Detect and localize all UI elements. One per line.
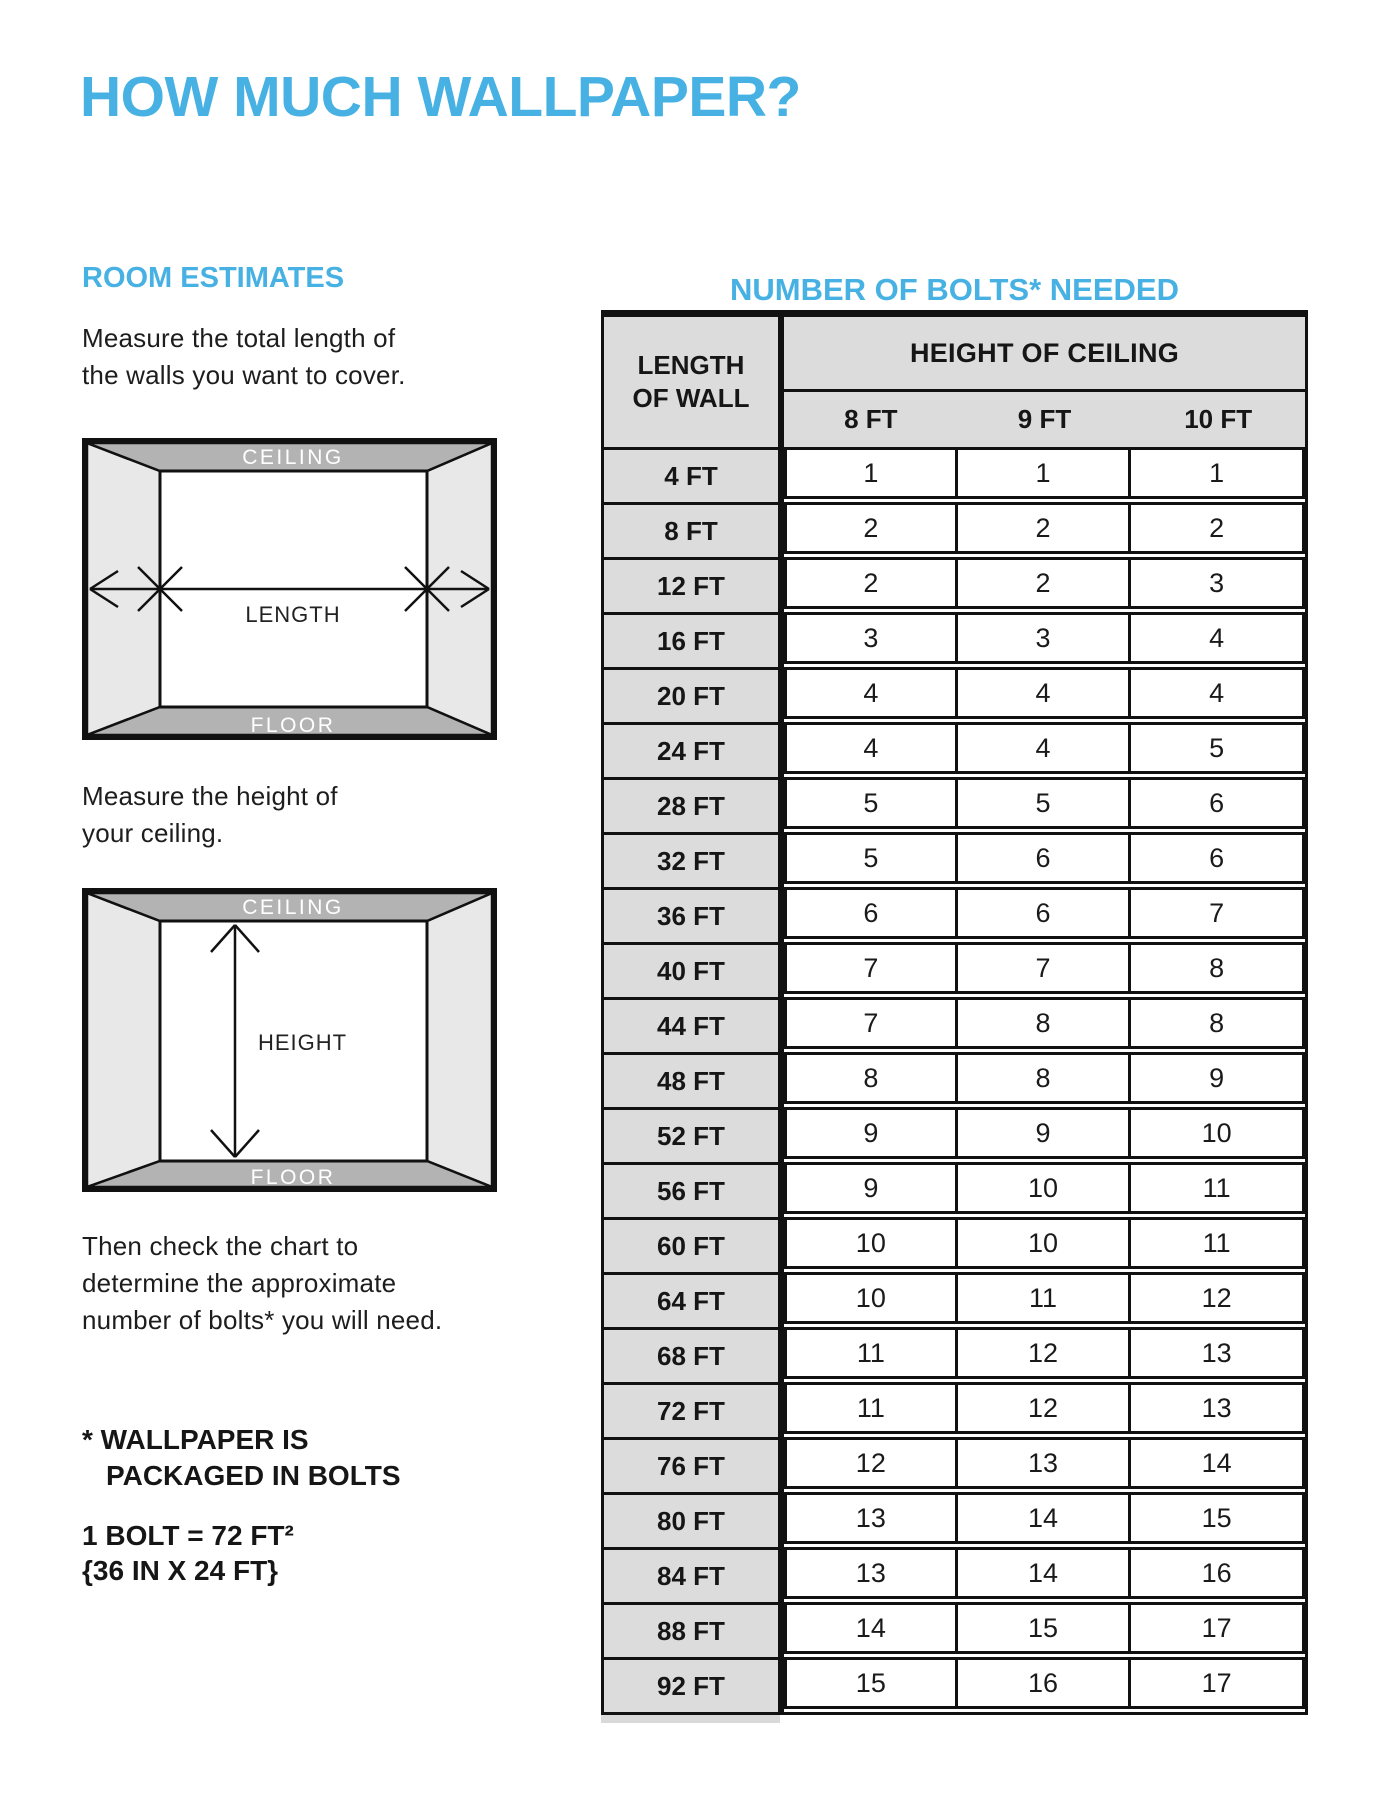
row-values [784,1547,1305,1602]
row-values [784,832,1305,887]
bolt-count-cell: 5 [1131,722,1305,774]
note-line: * WALLPAPER IS [82,1424,309,1455]
instruction-measure-length [82,320,406,394]
wall-length-label: 76 FT [604,1437,784,1492]
bolt-count-cell: 1 [1131,447,1305,499]
instruction-line: your ceiling. [82,818,224,848]
wallpaper-bolts-note [82,1422,401,1494]
row-values [784,447,1305,502]
bolt-count-cell: 7 [1131,887,1305,939]
row-values [784,722,1305,777]
row-values [784,942,1305,997]
bolt-count-cell: 1 [958,447,1132,499]
bolt-count-cell: 13 [784,1547,958,1599]
instruction-measure-height [82,778,338,852]
wall-length-label: 88 FT [604,1602,784,1657]
corner-header-line: OF WALL [632,383,750,413]
table-row [604,1492,1305,1547]
row-values [784,667,1305,722]
wall-length-label: 64 FT [604,1272,784,1327]
bolt-count-cell: 4 [784,667,958,719]
col-header-10ft: 10 FT [1184,404,1253,434]
room-estimates-heading: ROOM ESTIMATES [82,262,345,294]
table-row [604,1437,1305,1492]
bolt-count-cell: 2 [1131,502,1305,554]
wall-length-label: 56 FT [604,1162,784,1217]
bolt-count-cell: 3 [958,612,1132,664]
bolt-count-cell: 13 [1131,1382,1305,1434]
bolt-count-cell: 12 [958,1327,1132,1379]
table-row [604,502,1305,557]
bolt-count-cell: 6 [958,832,1132,884]
row-values [784,1217,1305,1272]
bolt-count-cell: 14 [958,1492,1132,1544]
table-row [604,612,1305,667]
bolt-count-cell: 7 [784,942,958,994]
row-values [784,1052,1305,1107]
wall-length-label: 4 FT [604,447,784,502]
wall-length-label: 84 FT [604,1547,784,1602]
row-values [784,887,1305,942]
instruction-line: determine the approximate [82,1268,397,1298]
table-row [604,1107,1305,1162]
bolt-count-cell: 4 [958,667,1132,719]
row-values [784,1437,1305,1492]
instruction-check-chart [82,1228,442,1339]
ceiling-subheader-row [784,392,1305,447]
table-row [604,667,1305,722]
corner-header-length-of-wall [604,317,784,447]
bolt-count-cell: 8 [784,1052,958,1104]
bolt-count-cell: 8 [1131,942,1305,994]
bolt-count-cell: 14 [958,1547,1132,1599]
bolt-count-cell: 10 [958,1217,1132,1269]
row-values [784,557,1305,612]
instruction-line: Measure the height of [82,781,338,811]
bolt-count-cell: 16 [1131,1547,1305,1599]
left-wall [87,893,160,1187]
wall-length-label: 80 FT [604,1492,784,1547]
bolt-count-cell: 7 [958,942,1132,994]
wall-length-label: 60 FT [604,1217,784,1272]
table-row [604,1052,1305,1107]
bolt-count-cell: 15 [1131,1492,1305,1544]
bolt-count-cell: 10 [784,1217,958,1269]
bolt-count-cell: 12 [1131,1272,1305,1324]
length-label: LENGTH [245,602,341,627]
table-row [604,1217,1305,1272]
table-row [604,1327,1305,1382]
wall-length-label: 92 FT [604,1657,784,1712]
table-row [604,997,1305,1052]
instruction-line: Measure the total length of [82,323,396,353]
bolt-count-cell: 14 [784,1602,958,1654]
instruction-line: the walls you want to cover. [82,360,406,390]
bolt-count-cell: 9 [784,1162,958,1214]
bolt-count-cell: 10 [784,1272,958,1324]
bolts-needed-heading: NUMBER OF BOLTS* NEEDED [730,272,1179,307]
bolt-count-cell: 13 [784,1492,958,1544]
table-row [604,557,1305,612]
table-row [604,1547,1305,1602]
page-title: HOW MUCH WALLPAPER? [80,65,801,129]
wall-length-label: 8 FT [604,502,784,557]
wall-length-label: 36 FT [604,887,784,942]
table-row [604,722,1305,777]
bolt-count-cell: 2 [958,557,1132,609]
wall-length-label: 12 FT [604,557,784,612]
wall-length-label: 44 FT [604,997,784,1052]
bolt-count-cell: 13 [958,1437,1132,1489]
wall-length-label: 52 FT [604,1107,784,1162]
row-values [784,777,1305,832]
wall-length-label: 20 FT [604,667,784,722]
wall-length-label: 24 FT [604,722,784,777]
bolt-count-cell: 6 [1131,777,1305,829]
bolt-count-cell: 9 [1131,1052,1305,1104]
bolt-count-cell: 13 [1131,1327,1305,1379]
table-footer-gray-strip [601,1715,780,1723]
bolt-count-cell: 2 [784,502,958,554]
table-row [604,832,1305,887]
bolt-count-cell: 10 [958,1162,1132,1214]
row-values [784,502,1305,557]
bolt-count-cell: 1 [784,447,958,499]
bolt-count-cell: 5 [784,832,958,884]
row-values [784,1492,1305,1547]
bolt-count-cell: 6 [1131,832,1305,884]
bolt-count-cell: 10 [1131,1107,1305,1159]
table-row [604,1382,1305,1437]
bolt-count-cell: 11 [958,1272,1132,1324]
bolt-count-cell: 17 [1131,1657,1305,1709]
bolt-count-cell: 5 [784,777,958,829]
bolt-count-cell: 5 [958,777,1132,829]
bolt-count-cell: 7 [784,997,958,1049]
bolt-count-cell: 11 [784,1327,958,1379]
row-values [784,1382,1305,1437]
table-row [604,447,1305,502]
bolt-count-cell: 6 [958,887,1132,939]
row-values [784,1107,1305,1162]
height-of-ceiling-header: HEIGHT OF CEILING [784,317,1305,392]
bolt-count-cell: 9 [784,1107,958,1159]
height-label: HEIGHT [258,1030,348,1055]
right-wall [427,893,492,1187]
bolt-count-cell: 4 [784,722,958,774]
table-row [604,1162,1305,1217]
row-values [784,1272,1305,1327]
bolt-count-cell: 15 [784,1657,958,1709]
bolts-table [601,310,1308,1715]
instruction-line: Then check the chart to [82,1231,359,1261]
table-row [604,777,1305,832]
bolt-count-cell: 2 [784,557,958,609]
row-values [784,612,1305,667]
bolt-equivalence: 1 BOLT = 72 FT² [82,1520,294,1551]
bolt-count-cell: 17 [1131,1602,1305,1654]
bolt-count-cell: 3 [1131,557,1305,609]
col-header-9ft: 9 FT [1017,404,1072,434]
room-height-diagram [82,888,497,1192]
bolt-count-cell: 16 [958,1657,1132,1709]
bolt-count-cell: 4 [958,722,1132,774]
row-values [784,1657,1305,1712]
table-row [604,1272,1305,1327]
bolt-count-cell: 4 [1131,667,1305,719]
floor-label: FLOOR [250,714,336,737]
row-values [784,1602,1305,1657]
ceiling-header-group [784,317,1305,447]
table-row [604,1602,1305,1657]
table-row [604,887,1305,942]
bolt-count-cell: 9 [958,1107,1132,1159]
wall-length-label: 40 FT [604,942,784,997]
wall-length-label: 16 FT [604,612,784,667]
wall-length-label: 28 FT [604,777,784,832]
row-values [784,1162,1305,1217]
wall-length-label: 68 FT [604,1327,784,1382]
bolt-count-cell: 4 [1131,612,1305,664]
bolt-dimensions: {36 IN X 24 FT} [82,1555,279,1586]
bolt-count-cell: 2 [958,502,1132,554]
bolt-count-cell: 11 [784,1382,958,1434]
ceiling-label: CEILING [242,446,344,469]
bolt-count-cell: 12 [784,1437,958,1489]
row-values [784,997,1305,1052]
floor-label: FLOOR [250,1166,336,1189]
bolt-count-cell: 3 [784,612,958,664]
table-body [604,447,1305,1712]
bolt-count-cell: 15 [958,1602,1132,1654]
bolt-count-cell: 8 [958,1052,1132,1104]
bolt-count-cell: 14 [1131,1437,1305,1489]
table-row [604,942,1305,997]
wall-length-label: 48 FT [604,1052,784,1107]
bolt-count-cell: 12 [958,1382,1132,1434]
bolt-count-cell: 8 [958,997,1132,1049]
bolt-count-cell: 11 [1131,1217,1305,1269]
wall-length-label: 32 FT [604,832,784,887]
col-header-8ft: 8 FT [844,404,898,434]
table-row [604,1657,1305,1712]
corner-header-line: LENGTH [637,350,745,380]
bolt-count-cell: 6 [784,887,958,939]
bolt-count-cell: 8 [1131,997,1305,1049]
table-header [604,317,1305,447]
row-values [784,1327,1305,1382]
wall-length-label: 72 FT [604,1382,784,1437]
ceiling-label: CEILING [242,896,344,919]
room-length-diagram [82,438,497,740]
instruction-line: number of bolts* you will need. [82,1305,443,1335]
note-line: PACKAGED IN BOLTS [106,1460,401,1491]
bolt-count-cell: 11 [1131,1162,1305,1214]
